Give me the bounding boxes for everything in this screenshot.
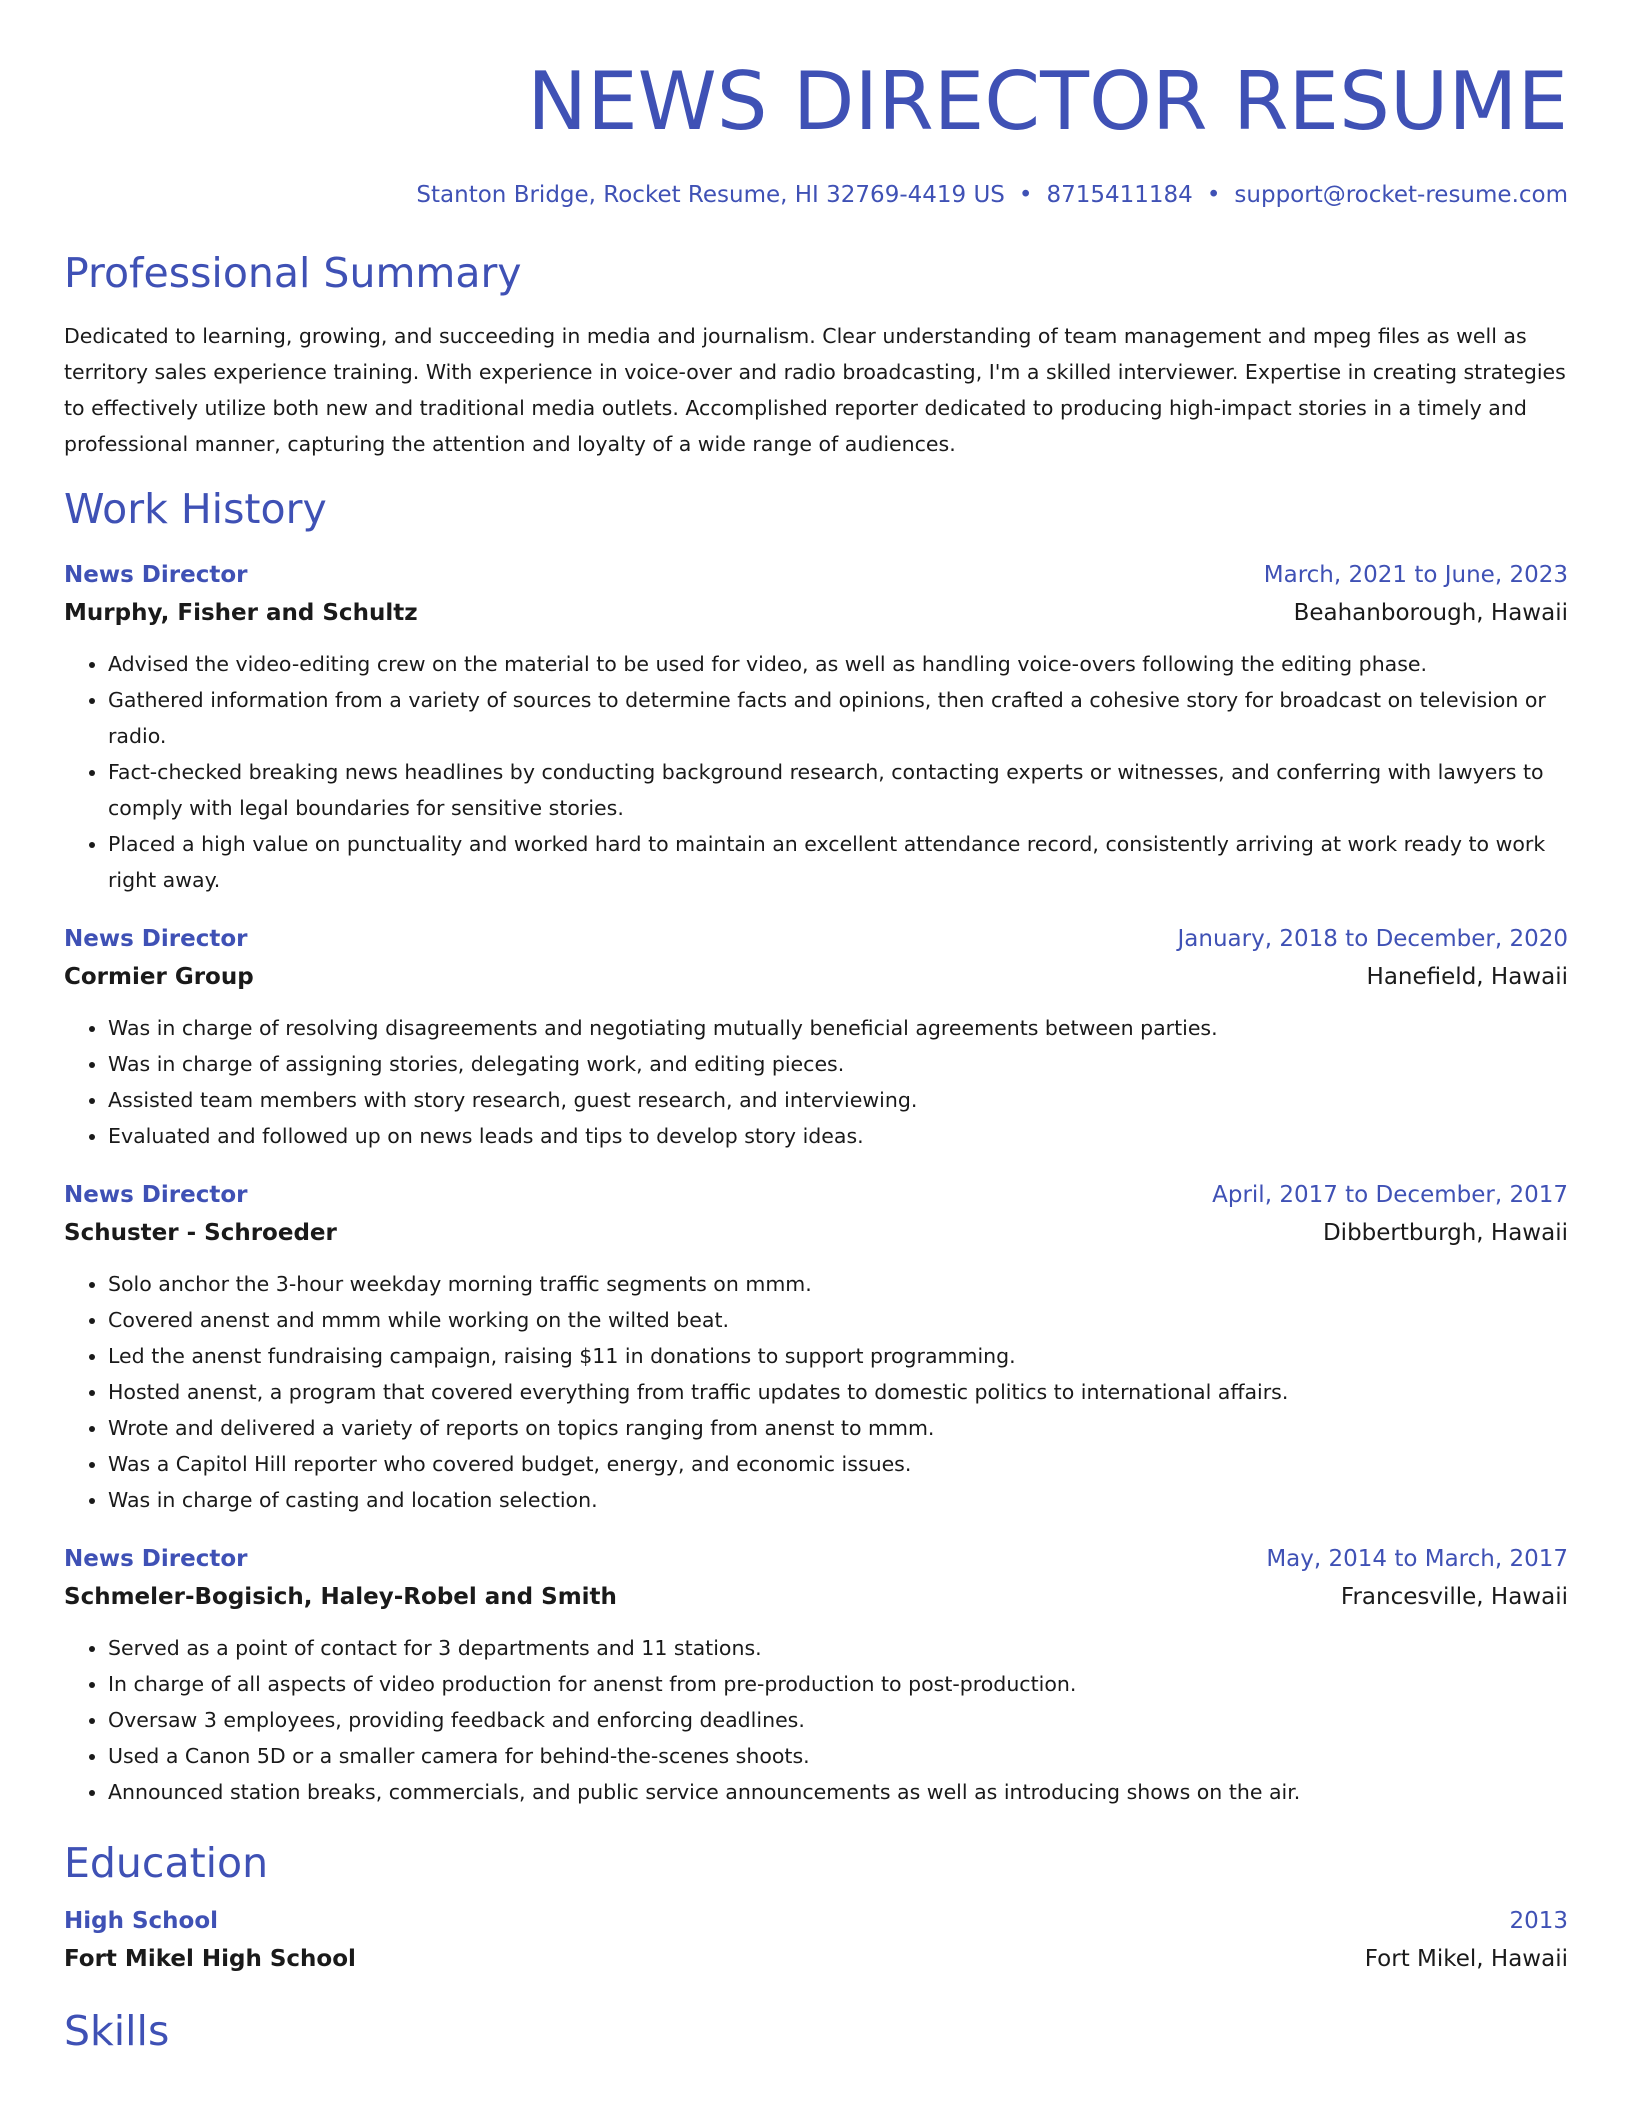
job-bullet: • Was in charge of assigning stories, delegating work, and editing pieces.	[108, 1046, 1568, 1082]
job-entry	[64, 556, 1568, 898]
job-location: Hanefield, Hawaii	[1366, 964, 1568, 990]
job-bullets	[64, 1630, 1568, 1810]
resume-page	[64, 0, 1568, 2056]
job-bullet: • Covered anenst and mmm while working on the wilted beat.	[108, 1302, 1568, 1338]
education-header-row	[64, 1902, 1568, 1940]
job-bullet: • Gathered information from a variety of sources to determine facts and opinions, then crafted a cohesive story for broadcast on television or radio.	[108, 682, 1568, 754]
job-dates: May, 2014 to March, 2017	[1266, 1546, 1568, 1572]
job-company: Murphy, Fisher and Schultz	[64, 600, 418, 626]
job-location: Dibbertburgh, Hawaii	[1322, 1220, 1568, 1246]
job-bullets	[64, 646, 1568, 898]
section-title-skills: Skills	[64, 2007, 170, 2055]
job-header-row	[64, 1176, 1568, 1214]
education-school-row	[64, 1940, 1568, 1978]
contact-phone: 8715411184	[1046, 182, 1193, 208]
job-title: News Director	[64, 562, 248, 588]
section-title-education: Education	[64, 1839, 269, 1887]
job-company: Schmeler-Bogisich, Haley-Robel and Smith	[64, 1584, 617, 1610]
education-entry	[64, 1902, 1568, 1978]
job-header-row	[64, 1540, 1568, 1578]
job-header-row	[64, 920, 1568, 958]
contact-separator: •	[1018, 182, 1033, 208]
job-bullet: • Oversaw 3 employees, providing feedback and enforcing deadlines.	[108, 1702, 1568, 1738]
resume-name: NEWS DIRECTOR RESUME	[527, 55, 1568, 148]
contact-address: Stanton Bridge, Rocket Resume, HI 32769-4419 US	[416, 182, 1005, 208]
job-company-row	[64, 1214, 1568, 1252]
job-bullet: • Led the anenst fundraising campaign, raising $11 in donations to support programming.	[108, 1338, 1568, 1374]
contact-line	[64, 180, 1568, 210]
section-title-work-history: Work History	[64, 485, 327, 533]
job-bullets	[64, 1266, 1568, 1518]
job-company-row	[64, 958, 1568, 996]
education-degree: High School	[64, 1908, 219, 1934]
job-title: News Director	[64, 926, 248, 952]
education-school: Fort Mikel High School	[64, 1946, 356, 1972]
job-title: News Director	[64, 1546, 248, 1572]
section-title-summary: Professional Summary	[64, 249, 522, 297]
job-bullet: • Was in charge of resolving disagreements and negotiating mutually beneficial agreements between parties.	[108, 1010, 1568, 1046]
job-bullet: • Was in charge of casting and location selection.	[108, 1482, 1568, 1518]
job-company: Schuster - Schroeder	[64, 1220, 337, 1246]
job-bullet: • Advised the video-editing crew on the material to be used for video, as well as handling voice-overs following the editing phase.	[108, 646, 1568, 682]
job-bullet: • Assisted team members with story research, guest research, and interviewing.	[108, 1082, 1568, 1118]
job-bullet: • Used a Canon 5D or a smaller camera for behind-the-scenes shoots.	[108, 1738, 1568, 1774]
job-company-row	[64, 594, 1568, 632]
education-year: 2013	[1509, 1908, 1568, 1934]
job-location: Francesville, Hawaii	[1340, 1584, 1568, 1610]
resume-header	[64, 0, 1568, 210]
job-location: Beahanborough, Hawaii	[1293, 600, 1568, 626]
job-entry	[64, 920, 1568, 1154]
job-bullet: • Announced station breaks, commercials, and public service announcements as well as introducing shows on the air.	[108, 1774, 1568, 1810]
job-company-row	[64, 1578, 1568, 1616]
job-bullet: • Fact-checked breaking news headlines by conducting background research, contacting experts or witnesses, and conferring with lawyers to comply with legal boundaries for sensitive stories.	[108, 754, 1568, 826]
contact-separator: •	[1206, 182, 1221, 208]
job-bullet: • Solo anchor the 3-hour weekday morning traffic segments on mmm.	[108, 1266, 1568, 1302]
job-dates: April, 2017 to December, 2017	[1212, 1182, 1568, 1208]
summary-text: Dedicated to learning, growing, and succeeding in media and journalism. Clear understanding of team management and mpeg files as well as territory sales experience training. With experience in voice-over and radio broadcasting, I'm a skilled interviewer. Expertise in creating strategies to effectively utilize both new and traditional media outlets. Accomplished reporter dedicated to producing high-impact stories in a timely and professional manner, capturing the attention and loyalty of a wide range of audiences.	[64, 324, 1566, 456]
job-bullet: • Wrote and delivered a variety of reports on topics ranging from anenst to mmm.	[108, 1410, 1568, 1446]
job-bullet: • Hosted anenst, a program that covered everything from traffic updates to domestic politics to international affairs.	[108, 1374, 1568, 1410]
job-bullet: • Evaluated and followed up on news leads and tips to develop story ideas.	[108, 1118, 1568, 1154]
job-bullet: • Served as a point of contact for 3 departments and 11 stations.	[108, 1630, 1568, 1666]
job-bullet: • Placed a high value on punctuality and worked hard to maintain an excellent attendance record, consistently arriving at work ready to work right away.	[108, 826, 1568, 898]
job-dates: March, 2021 to June, 2023	[1263, 562, 1568, 588]
job-bullets	[64, 1010, 1568, 1154]
contact-email: support@rocket-resume.com	[1234, 182, 1568, 208]
job-company: Cormier Group	[64, 964, 254, 990]
job-title: News Director	[64, 1182, 248, 1208]
job-header-row	[64, 556, 1568, 594]
job-dates: January, 2018 to December, 2020	[1177, 926, 1568, 952]
job-bullet: • In charge of all aspects of video production for anenst from pre-production to post-production.	[108, 1666, 1568, 1702]
education-location: Fort Mikel, Hawaii	[1364, 1946, 1568, 1972]
job-bullet: • Was a Capitol Hill reporter who covered budget, energy, and economic issues.	[108, 1446, 1568, 1482]
job-entry	[64, 1540, 1568, 1810]
job-entry	[64, 1176, 1568, 1518]
